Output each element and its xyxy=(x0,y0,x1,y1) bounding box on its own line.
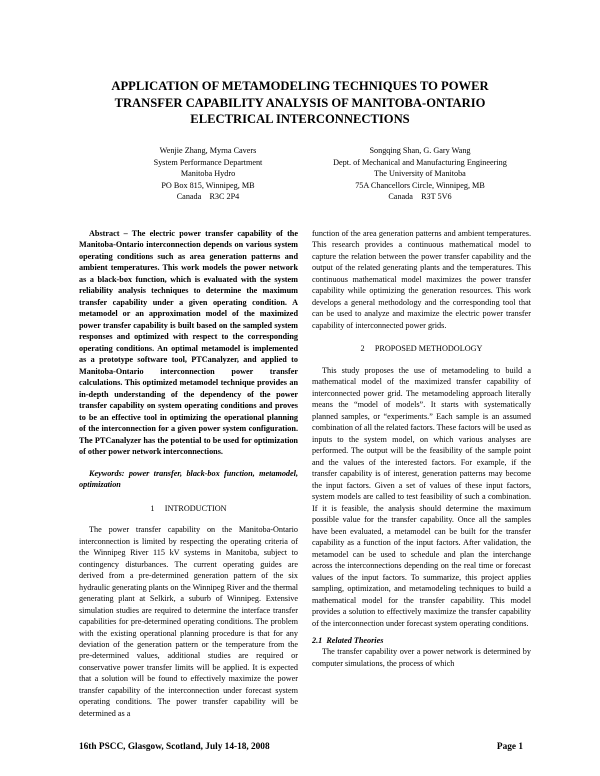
author-country: Canada R3T 5V6 xyxy=(388,192,452,202)
paper-title xyxy=(80,78,520,128)
author-department: System Performance Department xyxy=(153,157,263,167)
author-address: PO Box 815, Winnipeg, MB xyxy=(161,180,255,190)
abstract xyxy=(79,228,298,458)
intro-continuation-text: function of the area generation patterns and ambient temperatures. This research provides a continuous mathematical model to capture the relation between the power transfer capability and the output of the related generating plants and the temperatures. This continuous mathematical model maximizes the power transfer capability while optimizing the generation resources. This work develops a general methodology and the corresponding tool that can be used to analyze and maximize the electric power transfer capability of interconnected power grids. xyxy=(312,229,531,330)
author-organization: Manitoba Hydro xyxy=(180,169,236,179)
left-column xyxy=(79,228,298,719)
author-country: Canada R3C 2P4 xyxy=(176,192,240,202)
keywords: Keywords: power transfer, black-box function, metamodel, optimization xyxy=(79,468,298,490)
title-line-2: TRANSFER CAPABILITY ANALYSIS OF MANITOBA-ONTARIO xyxy=(114,95,486,110)
title-line-1: APPLICATION OF METAMODELING TECHNIQUES TO POWER xyxy=(111,79,489,93)
author-names: Songqing Shan, G. Gary Wang xyxy=(369,146,471,155)
footer-conference: 16th PSCC, Glasgow, Scotland, July 14-18, 2008 xyxy=(79,742,270,752)
section-heading-methodology: 2 PROPOSED METHODOLOGY xyxy=(360,344,483,354)
author-names: Wenjie Zhang, Myrna Cavers xyxy=(159,146,257,155)
author-block-right xyxy=(322,145,518,203)
author-block-left xyxy=(108,145,308,203)
methodology-text: This study proposes the use of metamodeling to build a mathematical model of the maximized transfer capability of interconnected power grid. The metamodeling approach literally means the “model of models”. It starts with systematically planned samples, or “experiments.” Each sample is an assumed combination of all the related factors. These factors will be used as inputs to the system model, on which various analyses are performed. The output will be the feasibility of the sample point and the values of the interested factors. For example, if the transfer capability is of interest, generation patterns may become the input factors. Given a set of values of these input factors, system models are called to test feasibility of such a combination. If it is feasible, the analysis should determine the maximum possible value for the transfer capability. Once all the samples have been evaluated, a metamodel can be built for the transfer capability as a function of the input factors. After validation, the metamodel can be used to schedule and plan the interchange across the interconnections depending on the real time or forecast values of the input factors. To summarize, this project applies sampling, optimization, and metamodeling techniques to build a mathematical model for the transfer capability. This model provides a solution to effectively maximize the transfer capability of the interconnection under forecast system operating conditions. xyxy=(312,365,532,628)
related-theories-text: The transfer capability over a power network is determined by computer simulations, the process of which xyxy=(312,647,531,668)
right-column xyxy=(312,228,531,669)
author-department: Dept. of Mechanical and Manufacturing Engineering xyxy=(333,157,507,167)
author-address: 75A Chancellors Circle, Winnipeg, MB xyxy=(355,180,485,190)
section-heading-introduction: 1 INTRODUCTION xyxy=(150,503,227,513)
author-organization: The University of Manitoba xyxy=(374,169,466,179)
abstract-text: Abstract – The electric power transfer capability of the Manitoba-Ontario interconnection depends on various system operating conditions such as area generation patterns and ambient temperatures. This work models the power network as a black-box function, which is evaluated with the system reliability analysis techniques to determine the maximum transfer capability under a given operating condition. A metamodel or an approximation model of the maximized power transfer capability is built based on the sampled system responses and optimized with respect to the corresponding operating conditions. An optimal metamodel is implemented as a prototype software tool, PTCanalyzer, and applied to Manitoba-Ontario interconnection power transfer calculations. This optimized metamodel technique provides an in-depth understanding of the dependency of the power transfer capability on system operating conditions and proves to be an effective tool in optimizing the operational planning of the interconnection for a given power system configuration. The PTCanalyzer has the potential to be used for optimization of other power network interconnections. xyxy=(79,229,298,457)
subsection-heading-related-theories: 2.1 Related Theories xyxy=(312,635,384,645)
footer-page-number: Page 1 xyxy=(496,742,523,752)
title-line-3: ELECTRICAL INTERCONNECTIONS xyxy=(190,112,410,126)
introduction-text: The power transfer capability on the Manitoba-Ontario interconnection is limited by respecting the operating criteria of the Winnipeg River 115 kV systems in Manitoba, subject to contingency disturbances. The current operating guides are derived from a pre-determined generation pattern of the six hydraulic generating plants on the Winnipeg River and the thermal generating plant at Selkirk, a suburb of Winnipeg. Extensive simulation studies are required to determine the interface transfer capabilities for pre-determined operating conditions. The problem with the existing operational planning procedure is that for any deviation of the generation pattern or the temperature from the pre-determined values, additional studies are required or conservative power transfer limits will be applied. It is expected that a solution will be found to effectively maximize the power transfer capability of the interconnection under forecast system operating conditions. The power transfer capability will be determined as a xyxy=(79,525,298,718)
